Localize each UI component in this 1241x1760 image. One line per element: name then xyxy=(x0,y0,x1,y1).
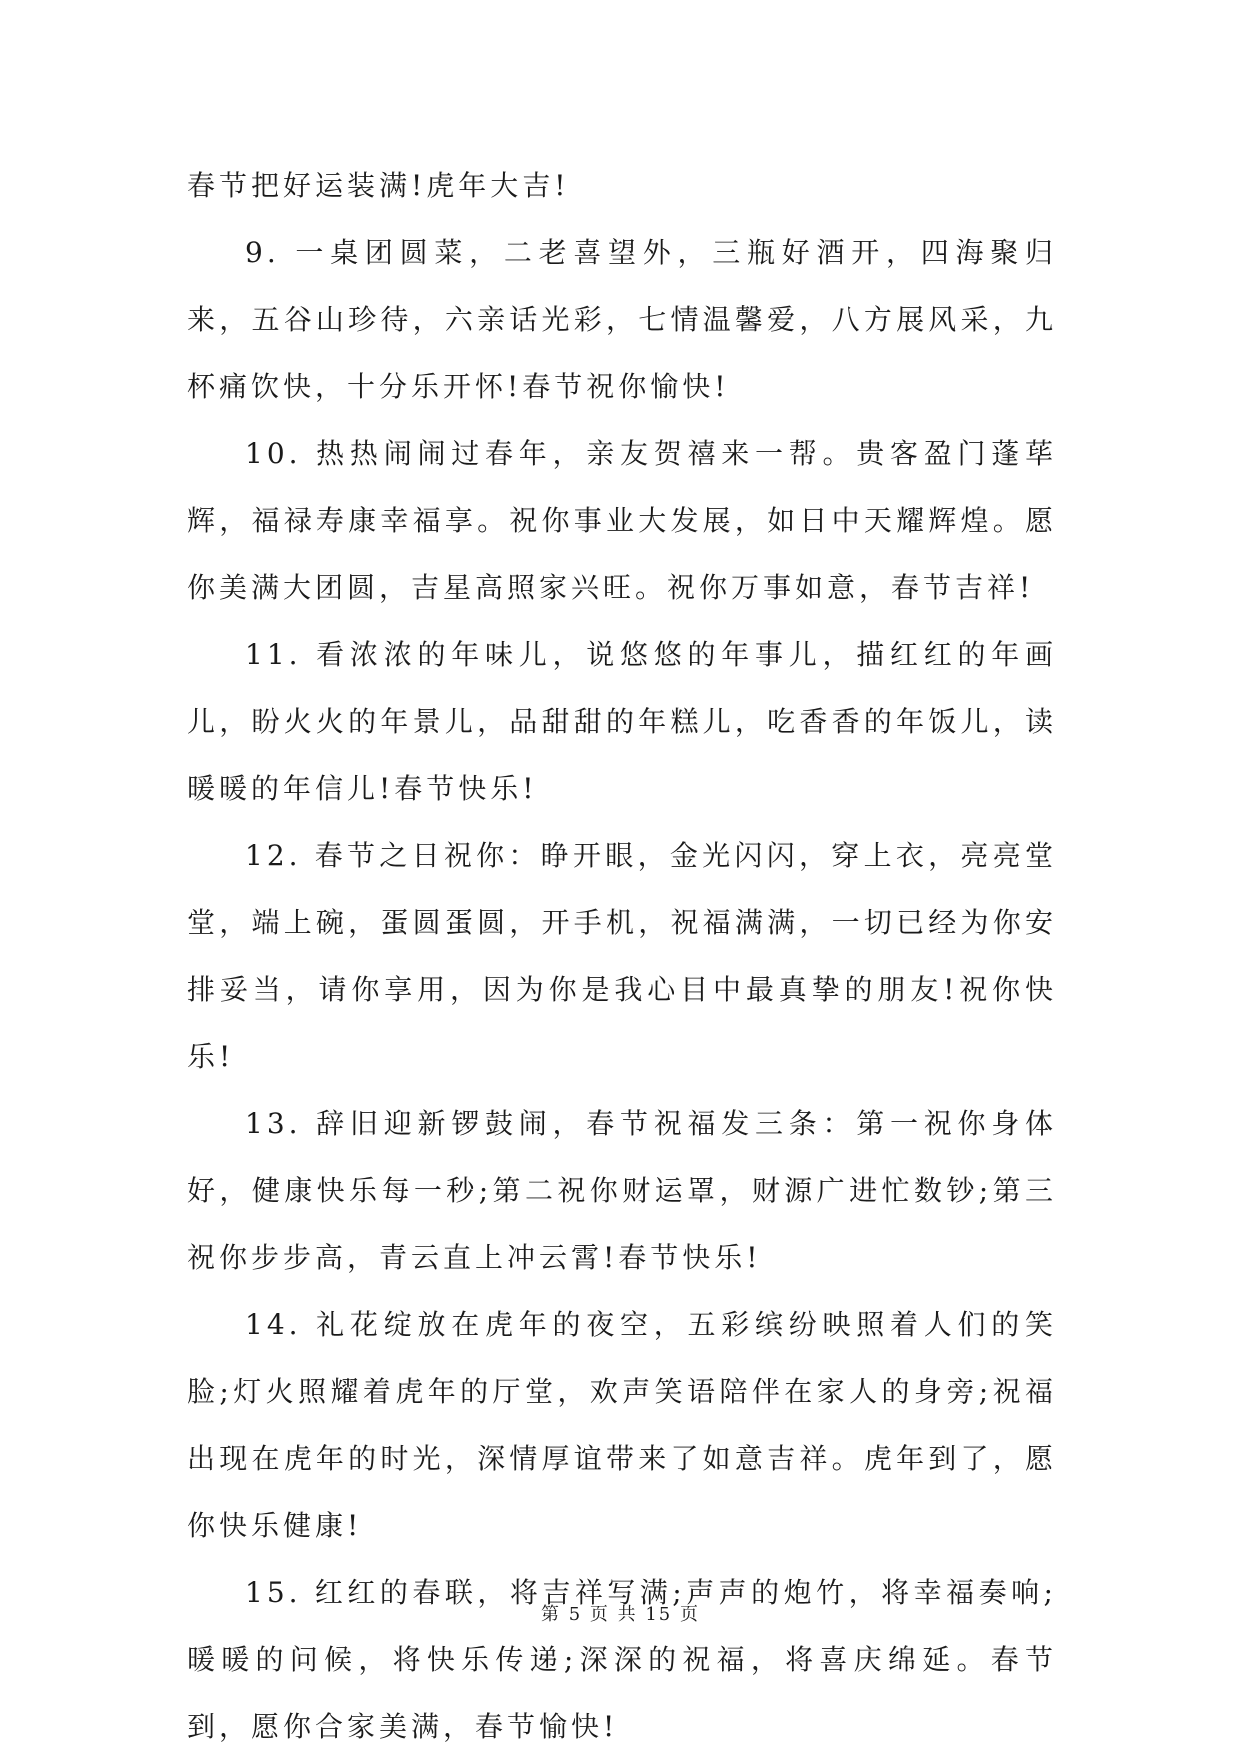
paragraph-item-10: 10. 热热闹闹过春年，亲友贺禧来一帮。贵客盈门蓬荜辉，福禄寿康幸福享。祝你事业大发展，如日中天耀辉煌。愿你美满大团圆，吉星高照家兴旺。祝你万事如意，春节吉祥! xyxy=(187,437,1057,604)
paragraph-item-11: 11. 看浓浓的年味儿，说悠悠的年事儿，描红红的年画儿，盼火火的年景儿，品甜甜的年糕儿，吃香香的年饭儿，读暖暖的年信儿!春节快乐! xyxy=(187,638,1057,805)
paragraph-item-15: 15. 红红的春联，将吉祥写满;声声的炮竹，将幸福奏响;暖暖的问候，将快乐传递;深深的祝福，将喜庆绵延。春节到，愿你合家美满，春节愉快! xyxy=(187,1576,1057,1743)
paragraph-item-12: 12. 春节之日祝你：睁开眼，金光闪闪，穿上衣，亮亮堂堂，端上碗，蛋圆蛋圆，开手机，祝福满满，一切已经为你安排妥当，请你享用，因为你是我心目中最真挚的朋友!祝你快乐! xyxy=(187,839,1057,1073)
paragraph-continuation: 春节把好运装满!虎年大吉! xyxy=(187,169,570,202)
paragraph-item-13: 13. 辞旧迎新锣鼓闹，春节祝福发三条：第一祝你身体好，健康快乐每一秒;第二祝你财运罩，财源广进忙数钞;第三祝你步步高，青云直上冲云霄!春节快乐! xyxy=(187,1107,1057,1274)
paragraph-item-9: 9. 一桌团圆菜，二老喜望外，三瓶好酒开，四海聚归来，五谷山珍待，六亲话光彩，七情温馨爱，八方展风采，九杯痛饮快，十分乐开怀!春节祝你愉快! xyxy=(187,236,1057,403)
paragraph-item-14: 14. 礼花绽放在虎年的夜空，五彩缤纷映照着人们的笑脸;灯火照耀着虎年的厅堂，欢声笑语陪伴在家人的身旁;祝福出现在虎年的时光，深情厚谊带来了如意吉祥。虎年到了，愿你快乐健康! xyxy=(187,1308,1057,1542)
page-number-footer: 第 5 页 共 15 页 xyxy=(541,1604,700,1625)
document-body xyxy=(187,152,1057,1760)
